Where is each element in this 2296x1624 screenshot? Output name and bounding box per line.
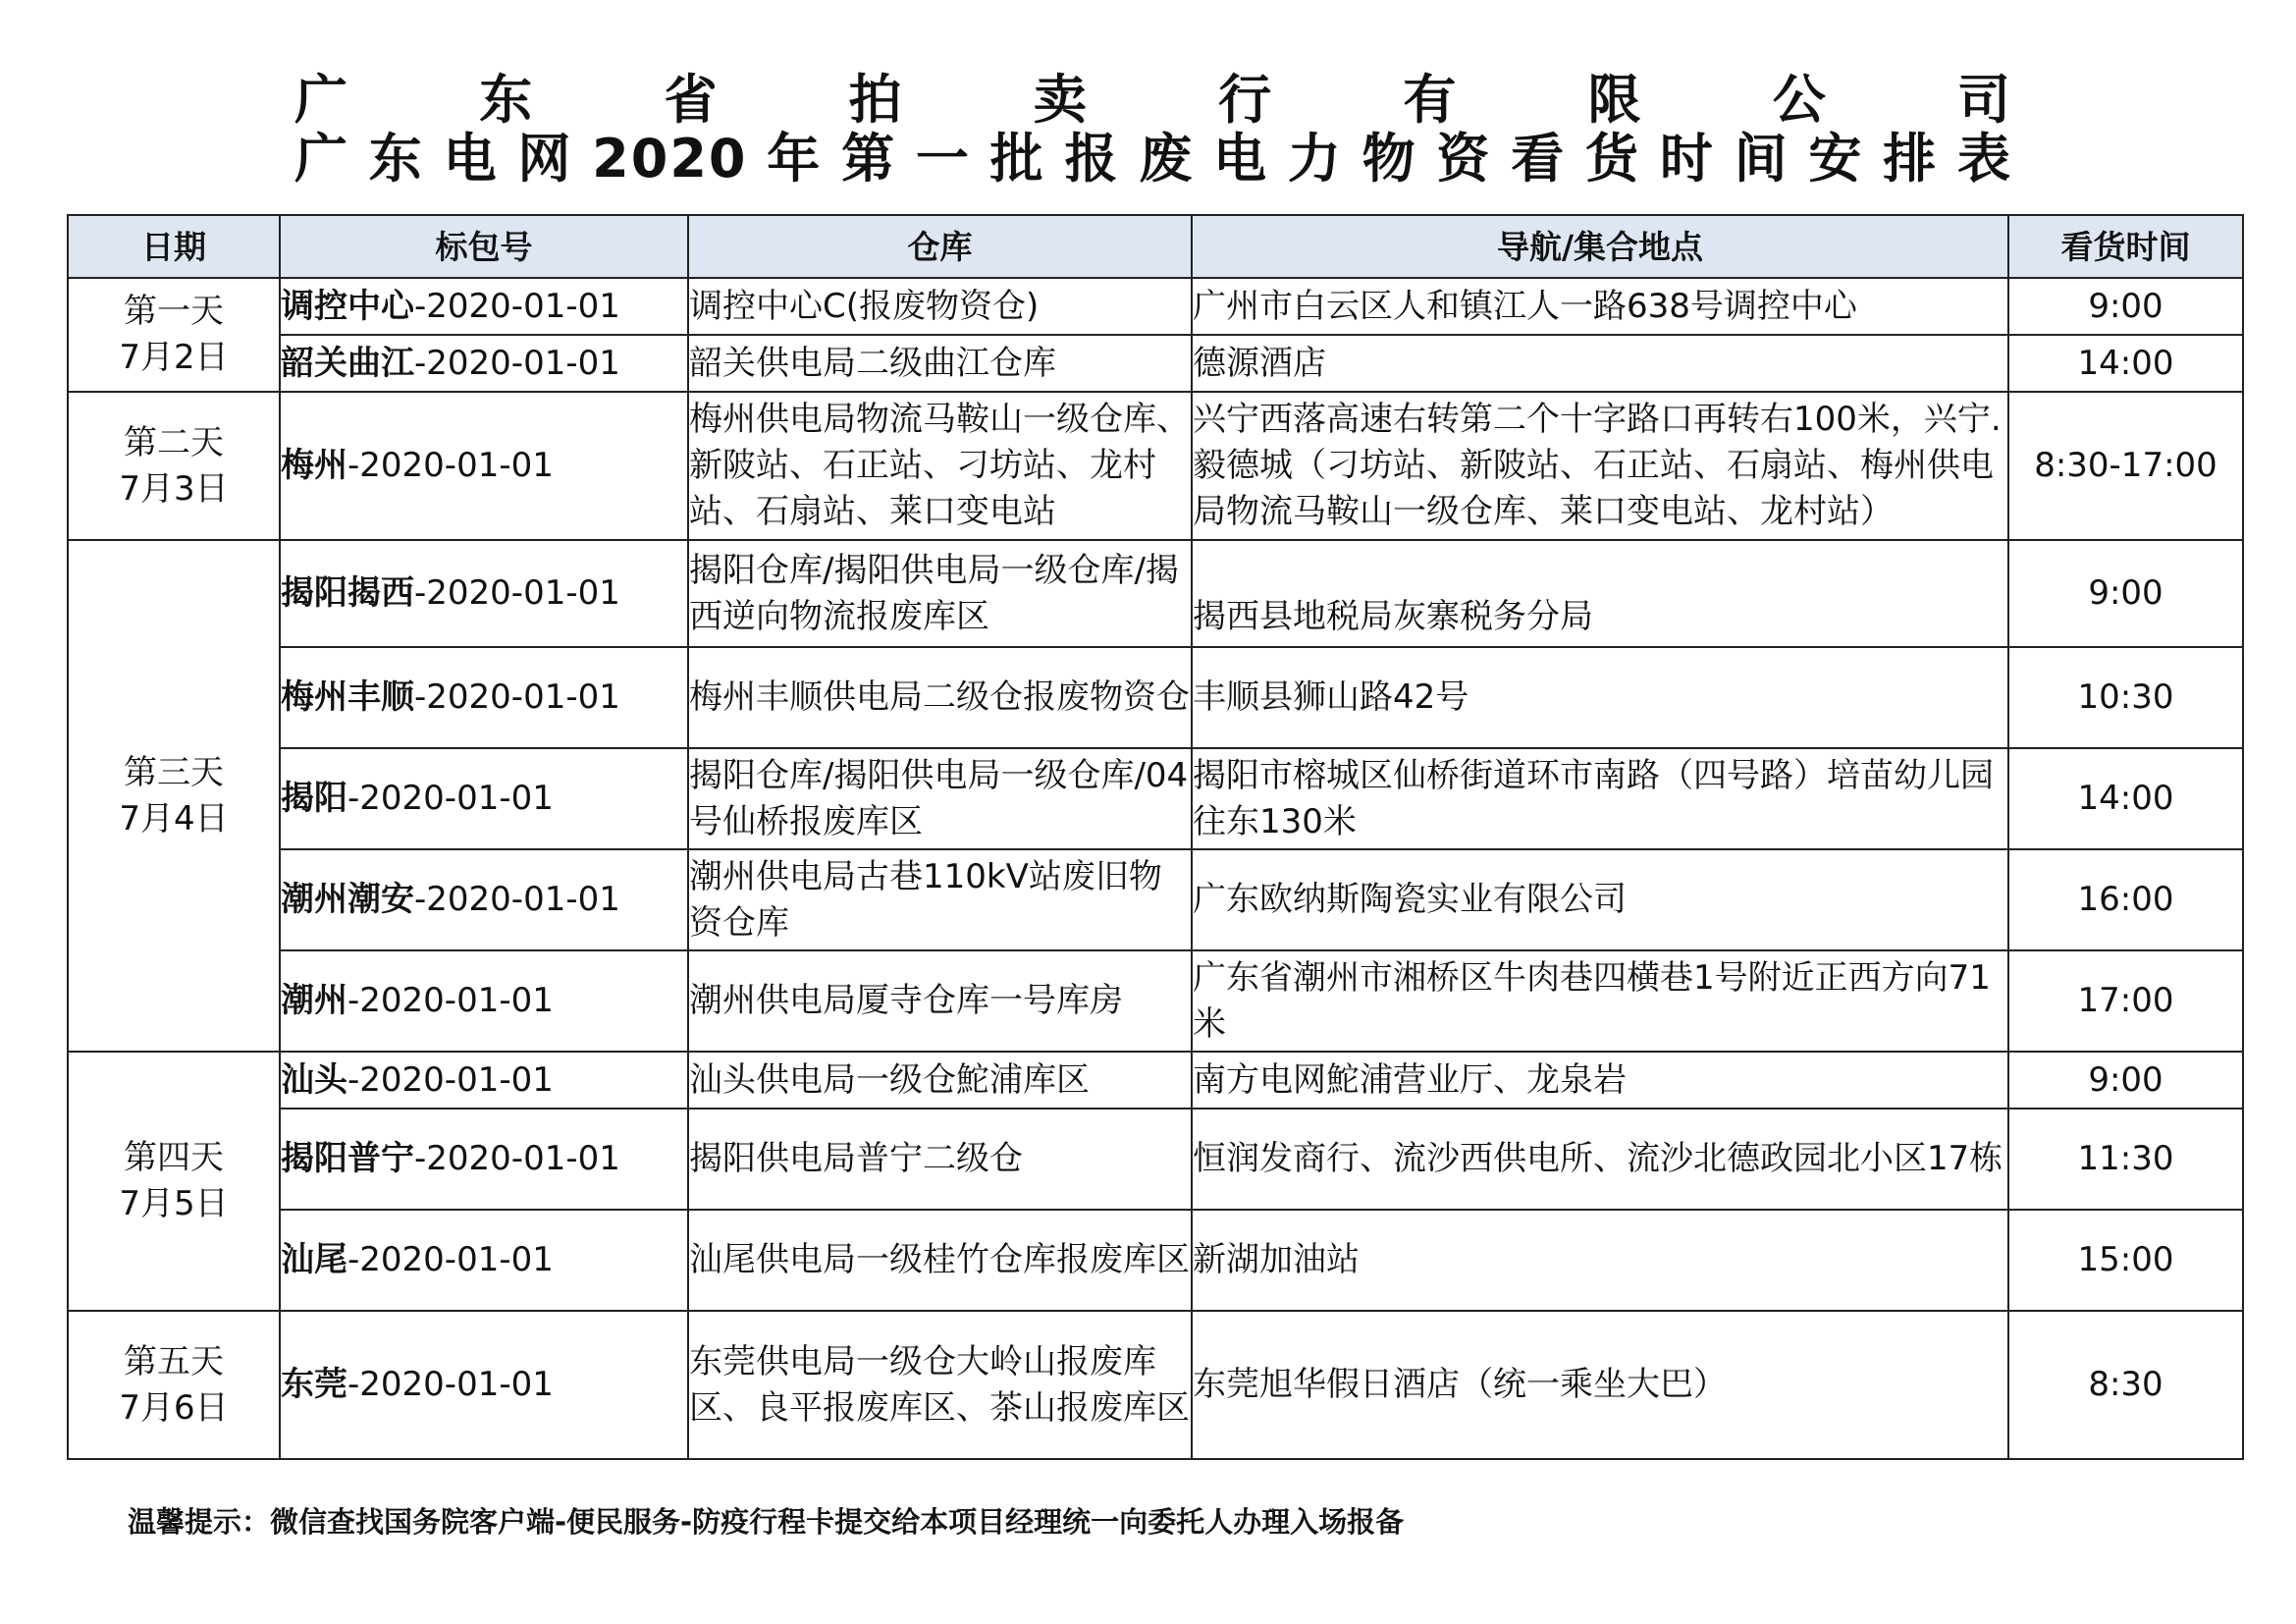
warehouse-cell: 韶关供电局二级曲江仓库 bbox=[688, 335, 1192, 392]
warehouse-cell: 潮州供电局厦寺仓库一号库房 bbox=[688, 950, 1192, 1052]
package-prefix: 梅州丰顺 bbox=[281, 677, 414, 717]
table-header-row bbox=[68, 215, 2243, 278]
package-code: -2020-01-01 bbox=[347, 1240, 554, 1279]
date-label: 7月4日 bbox=[119, 798, 229, 839]
title-schedule: 广东电网2020年第一批报废电力物资看货时间安排表 bbox=[294, 128, 2012, 189]
table-row bbox=[68, 1210, 2243, 1311]
package-cell bbox=[280, 647, 688, 748]
package-cell bbox=[280, 392, 688, 540]
location-cell: 广东欧纳斯陶瓷实业有限公司 bbox=[1192, 849, 2008, 950]
package-prefix: 揭阳普宁 bbox=[281, 1139, 414, 1178]
package-code: -2020-01-01 bbox=[347, 446, 554, 485]
date-cell bbox=[68, 392, 280, 540]
warehouse-cell: 梅州丰顺供电局二级仓报废物资仓 bbox=[688, 647, 1192, 748]
time-cell: 14:00 bbox=[2008, 335, 2243, 392]
warehouse-cell: 汕尾供电局一级桂竹仓库报废库区 bbox=[688, 1210, 1192, 1311]
package-cell bbox=[280, 540, 688, 647]
time-cell: 17:00 bbox=[2008, 950, 2243, 1052]
schedule-table bbox=[67, 214, 2244, 1460]
time-cell: 14:00 bbox=[2008, 748, 2243, 849]
table-row bbox=[68, 647, 2243, 748]
package-code: -2020-01-01 bbox=[414, 286, 620, 326]
package-code: -2020-01-01 bbox=[414, 677, 620, 717]
location-cell: 恒润发商行、流沙西供电所、流沙北德政园北小区17栋 bbox=[1192, 1109, 2008, 1210]
time-cell: 16:00 bbox=[2008, 849, 2243, 950]
column-header-warehouse: 仓库 bbox=[688, 215, 1192, 278]
time-cell: 11:30 bbox=[2008, 1109, 2243, 1210]
time-cell: 15:00 bbox=[2008, 1210, 2243, 1311]
table-row bbox=[68, 1109, 2243, 1210]
warehouse-cell: 揭阳仓库/揭阳供电局一级仓库/04号仙桥报废库区 bbox=[688, 748, 1192, 849]
time-cell: 10:30 bbox=[2008, 647, 2243, 748]
table-row bbox=[68, 849, 2243, 950]
table-row bbox=[68, 540, 2243, 647]
date-label: 7月6日 bbox=[119, 1387, 229, 1428]
package-cell bbox=[280, 1052, 688, 1109]
warehouse-cell: 梅州供电局物流马鞍山一级仓库、新陂站、石正站、刁坊站、龙村站、石扇站、莱口变电站 bbox=[688, 392, 1192, 540]
package-cell bbox=[280, 335, 688, 392]
package-prefix: 潮州潮安 bbox=[281, 880, 414, 919]
table-row bbox=[68, 392, 2243, 540]
location-cell: 南方电网鮀浦营业厅、龙泉岩 bbox=[1192, 1052, 2008, 1109]
column-header-location: 导航/集合地点 bbox=[1192, 215, 2008, 278]
location-cell: 东莞旭华假日酒店（统一乘坐大巴） bbox=[1192, 1311, 2008, 1459]
time-cell: 9:00 bbox=[2008, 1052, 2243, 1109]
package-prefix: 东莞 bbox=[281, 1365, 347, 1404]
warehouse-cell: 潮州供电局古巷110kV站废旧物资仓库 bbox=[688, 849, 1192, 950]
table-row bbox=[68, 278, 2243, 335]
package-prefix: 揭阳 bbox=[281, 779, 347, 818]
warehouse-cell: 调控中心C(报废物资仓) bbox=[688, 278, 1192, 335]
package-cell bbox=[280, 849, 688, 950]
date-cell bbox=[68, 540, 280, 1052]
package-cell bbox=[280, 748, 688, 849]
package-cell bbox=[280, 950, 688, 1052]
day-label: 第一天 bbox=[124, 292, 224, 331]
package-prefix: 汕尾 bbox=[281, 1240, 347, 1279]
location-cell: 新湖加油站 bbox=[1192, 1210, 2008, 1311]
date-cell bbox=[68, 1052, 280, 1311]
package-cell bbox=[280, 1311, 688, 1459]
column-header-package: 标包号 bbox=[280, 215, 688, 278]
location-cell: 德源酒店 bbox=[1192, 335, 2008, 392]
package-code: -2020-01-01 bbox=[347, 779, 554, 818]
package-code: -2020-01-01 bbox=[414, 1139, 620, 1178]
package-prefix: 潮州 bbox=[281, 981, 347, 1020]
date-cell bbox=[68, 278, 280, 392]
location-cell: 丰顺县狮山路42号 bbox=[1192, 647, 2008, 748]
location-cell: 揭西县地税局灰寨税务分局 bbox=[1192, 540, 2008, 647]
day-label: 第五天 bbox=[124, 1341, 224, 1381]
column-header-date: 日期 bbox=[68, 215, 280, 278]
table-row bbox=[68, 335, 2243, 392]
footer-notice: 温馨提示：微信查找国务院客户端-便民服务-防疫行程卡提交给本项目经理统一向委托人办理入场报备 bbox=[128, 1505, 1405, 1539]
package-code: -2020-01-01 bbox=[347, 981, 554, 1020]
warehouse-cell: 东莞供电局一级仓大岭山报废库区、良平报废库区、茶山报废库区 bbox=[688, 1311, 1192, 1459]
time-cell: 8:30-17:00 bbox=[2008, 392, 2243, 540]
package-prefix: 揭阳揭西 bbox=[281, 573, 414, 613]
package-code: -2020-01-01 bbox=[414, 573, 620, 613]
package-prefix: 梅州 bbox=[281, 446, 347, 485]
package-prefix: 韶关曲江 bbox=[281, 343, 414, 383]
package-cell bbox=[280, 278, 688, 335]
location-cell: 广州市白云区人和镇江人一路638号调控中心 bbox=[1192, 278, 2008, 335]
package-prefix: 汕头 bbox=[281, 1059, 347, 1100]
table-row bbox=[68, 748, 2243, 849]
title-company: 广东省拍卖行有限公司 bbox=[294, 69, 2012, 131]
time-cell: 8:30 bbox=[2008, 1311, 2243, 1459]
package-code: -2020-01-01 bbox=[414, 880, 620, 919]
table-row bbox=[68, 1311, 2243, 1459]
date-label: 7月2日 bbox=[119, 338, 229, 377]
location-cell: 揭阳市榕城区仙桥街道环市南路（四号路）培苗幼儿园往东130米 bbox=[1192, 748, 2008, 849]
time-cell: 9:00 bbox=[2008, 540, 2243, 647]
package-code: -2020-01-01 bbox=[414, 343, 620, 383]
location-cell: 兴宁西落高速右转第二个十字路口再转右100米，兴宁.毅德城（刁坊站、新陂站、石正站、石扇站、梅州供电局物流马鞍山一级仓库、莱口变电站、龙村站） bbox=[1192, 392, 2008, 540]
time-cell: 9:00 bbox=[2008, 278, 2243, 335]
table-row bbox=[68, 950, 2243, 1052]
package-prefix: 调控中心 bbox=[281, 286, 414, 326]
day-label: 第四天 bbox=[124, 1138, 224, 1177]
date-cell bbox=[68, 1311, 280, 1459]
date-label: 7月5日 bbox=[119, 1184, 229, 1223]
location-cell: 广东省潮州市湘桥区牛肉巷四横巷1号附近正西方向71米 bbox=[1192, 950, 2008, 1052]
date-label: 7月3日 bbox=[119, 468, 229, 509]
package-code: -2020-01-01 bbox=[347, 1365, 554, 1404]
warehouse-cell: 汕头供电局一级仓鮀浦库区 bbox=[688, 1052, 1192, 1109]
package-cell bbox=[280, 1109, 688, 1210]
package-code: -2020-01-01 bbox=[347, 1059, 554, 1100]
table-row bbox=[68, 1052, 2243, 1109]
day-label: 第二天 bbox=[124, 422, 224, 462]
day-label: 第三天 bbox=[124, 752, 224, 792]
column-header-time: 看货时间 bbox=[2008, 215, 2243, 278]
warehouse-cell: 揭阳仓库/揭阳供电局一级仓库/揭西逆向物流报废库区 bbox=[688, 540, 1192, 647]
warehouse-cell: 揭阳供电局普宁二级仓 bbox=[688, 1109, 1192, 1210]
package-cell bbox=[280, 1210, 688, 1311]
